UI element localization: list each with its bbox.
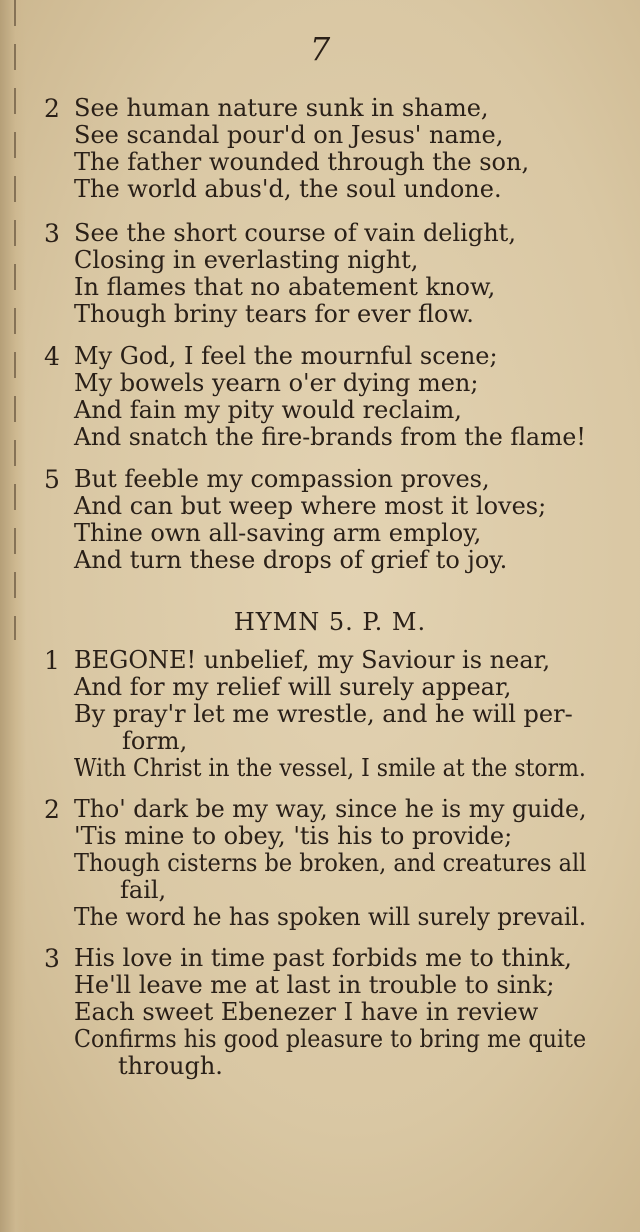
verse-line: Thine own all-saving arm employ, (74, 519, 482, 547)
stanza-number: 3 (44, 944, 60, 973)
verse-line: Confirms his good pleasure to bring me quite (74, 1025, 587, 1053)
verse-line: By pray'r let me wrestle, and he will per- (74, 700, 573, 728)
verse-line: Tho' dark be my way, since he is my guide, (74, 795, 587, 823)
verse-line-continuation: through. (118, 1052, 223, 1080)
hymn-heading: HYMN 5. P. M. (233, 608, 427, 636)
stanza-number: 4 (44, 342, 60, 371)
verse-line: BEGONE! unbelief, my Saviour is near, (74, 646, 551, 674)
verse-line: He'll leave me at last in trouble to sink; (74, 971, 555, 999)
verse-line: 'Tis mine to obey, 'tis his to provide; (74, 822, 513, 850)
verse-line: And turn these drops of grief to joy. (74, 546, 508, 574)
verse-line: And can but weep where most it loves; (74, 492, 547, 520)
stanza-number: 1 (44, 646, 60, 675)
verse-line: His love in time past forbids me to think, (74, 944, 572, 972)
verse-line: And fain my pity would reclaim, (74, 396, 462, 424)
verse-line-continuation: form, (122, 727, 188, 755)
page-number: 7 (309, 30, 331, 68)
stanza-number: 2 (44, 795, 60, 824)
stanza-number: 5 (44, 465, 60, 494)
verse-line: The world abus'd, the soul undone. (74, 175, 502, 203)
verse-line: The word he has spoken will surely prevail. (74, 903, 587, 931)
stanza-number: 3 (44, 219, 60, 248)
verse-line: With Christ in the vessel, I smile at the storm. (74, 754, 586, 782)
verse-line: Though cisterns be broken, and creatures all (74, 849, 587, 877)
verse-line: The father wounded through the son, (74, 148, 530, 176)
verse-line: See human nature sunk in shame, (74, 94, 489, 122)
verse-line: In flames that no abatement know, (74, 273, 496, 301)
gutter-edge-decoration (14, 0, 16, 640)
verse-line: Each sweet Ebenezer I have in review (74, 998, 539, 1026)
verse-line: My bowels yearn o'er dying men; (74, 369, 479, 397)
verse-line: And for my relief will surely appear, (74, 673, 512, 701)
verse-line-continuation: fail, (120, 876, 167, 904)
verse-line: See scandal pour'd on Jesus' name, (74, 121, 504, 149)
verse-line: Closing in everlasting night, (74, 246, 419, 274)
verse-line: See the short course of vain delight, (74, 219, 516, 247)
verse-line: And snatch the fire-brands from the flame! (74, 423, 586, 451)
verse-line: Though briny tears for ever flow. (74, 300, 474, 328)
verse-line: But feeble my compassion proves, (74, 465, 490, 493)
stanza-number: 2 (44, 94, 60, 123)
verse-line: My God, I feel the mournful scene; (74, 342, 498, 370)
